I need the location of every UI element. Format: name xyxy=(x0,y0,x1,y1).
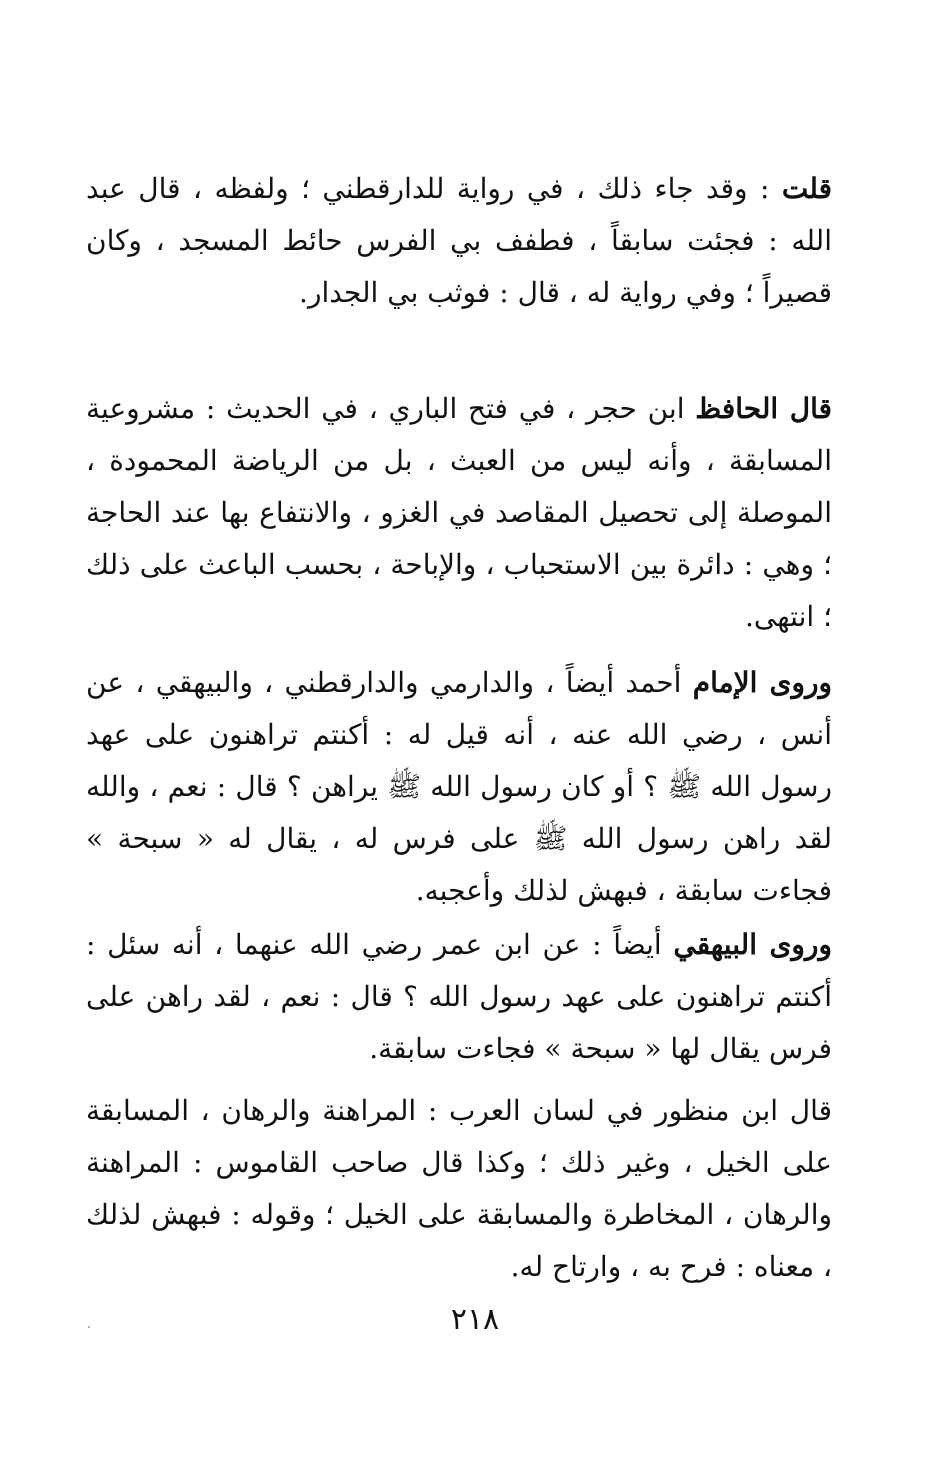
paragraph-1-body: : وقد جاء ذلك ، في رواية للدارقطني ؛ ولفظه ، قال عبد الله : فجئت سابقاً ، فطفف بي الفرس حائط المسجد ، وكان قصيراً ؛ وفي رواية له ، قال : فوثب بي الجدار. xyxy=(86,172,832,309)
paragraph-3-body: أحمد أيضاً ، والدارمي والدارقطني ، والبيهقي ، عن أنس ، رضي الله عنه ، أنه قيل له : أكنتم تراهنون على عهد رسول الله ﷺ ؟ أو كان رسول الله ﷺ يراهن ؟ قال : نعم ، والله لقد راهن رسول الله ﷺ على فرس له ، يقال له « سبحة » فجاءت سابقة ، فبهش لذلك وأعجبه. xyxy=(86,666,832,907)
paragraph-4 xyxy=(86,919,832,1075)
paragraph-4-body: أيضاً : عن ابن عمر رضي الله عنهما ، أنه سئل : أكنتم تراهنون على عهد رسول الله ؟ قال : نعم ، لقد راهن على فرس يقال لها « سبحة » فجاءت سابقة. xyxy=(86,928,832,1065)
paragraph-4-lead: وروى البيهقي xyxy=(673,928,832,961)
paragraph-2 xyxy=(86,383,832,643)
paragraph-3-lead: وروى الإمام xyxy=(692,666,833,699)
paragraph-2-body: ابن حجر ، في فتح الباري ، في الحديث : مشروعية المسابقة ، وأنه ليس من العبث ، بل من الرياضة المحمودة ، الموصلة إلى تحصيل المقاصد في الغزو ، والانتفاع بها عند الحاجة ؛ وهي : دائرة بين الاستحباب ، والإباحة ، بحسب الباعث على ذلك ؛ انتهى. xyxy=(86,392,832,633)
page-number: ٢١٨ xyxy=(450,1302,500,1337)
paragraph-1-lead: قلت xyxy=(781,172,832,205)
paragraph-1 xyxy=(86,163,832,319)
paragraph-5-body: قال ابن منظور في لسان العرب : المراهنة والرهان ، المسابقة على الخيل ، وغير ذلك ؛ وكذا قال صاحب القاموس : المراهنة والرهان ، المخاطرة والمسابقة على الخيل ؛ وقوله : فبهش لذلك ، معناه : فرح به ، وارتاح له. xyxy=(86,1094,832,1283)
paragraph-2-lead: قال الحافظ xyxy=(695,392,833,425)
scan-speck xyxy=(88,1326,90,1328)
paragraph-3 xyxy=(86,657,832,917)
paragraph-5 xyxy=(86,1085,832,1293)
